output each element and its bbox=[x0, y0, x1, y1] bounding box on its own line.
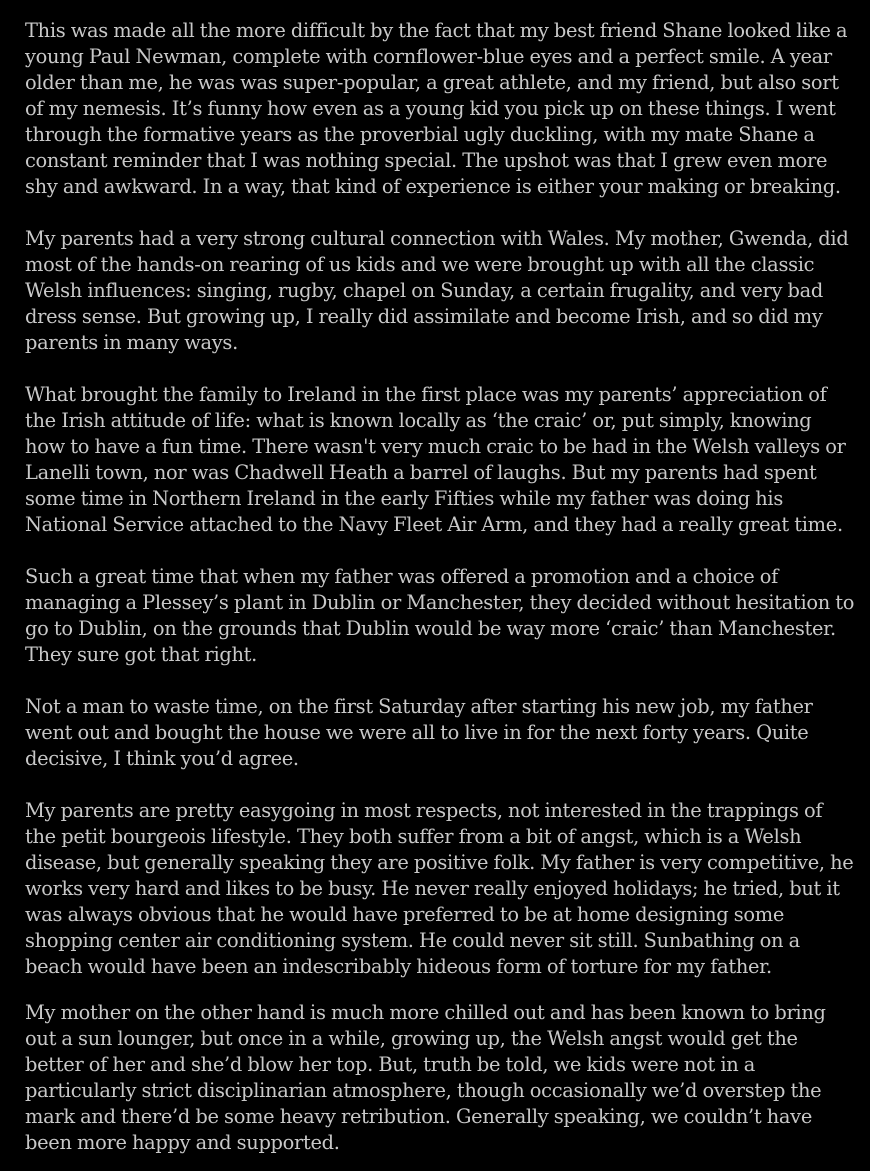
paragraph: Not a man to waste time, on the first Saturday after starting his new job, my father went out and bought the house we were all to live in for the next forty years. Quite decisive, I think you’d agree. bbox=[25, 695, 813, 770]
paragraph: What brought the family to Ireland in the first place was my parents’ appreciation of the Irish attitude of life: what is known locally as ‘the craic’ or, put simply, knowing how to have a fun time. There wasn't very much craic to be had in the Welsh valleys or Lanelli town, nor was Chadwell Heath a barrel of laughs. But my parents had spent some time in Northern Ireland in the early Fifties while my father was doing his National Service attached to the Navy Fleet Air Arm, and they had a really great time. bbox=[25, 383, 846, 536]
paragraph: My parents had a very strong cultural connection with Wales. My mother, Gwenda, did most of the hands-on rearing of us kids and we were brought up with all the classic Welsh influences: singing, rugby, chapel on Sunday, a certain frugality, and very bad dress sense. But growing up, I really did assimilate and become Irish, and so did my parents in many ways. bbox=[25, 227, 849, 354]
paragraph: My mother on the other hand is much more chilled out and has been known to bring out a sun lounger, but once in a while, growing up, the Welsh angst would get the better of her and she’d blow her top. But, truth be told, we kids were not in a particularly strict disciplinarian atmosphere, though occasionally we’d overstep the mark and there’d be some heavy retribution. Generally speaking, we couldn’t have been more happy and supported. bbox=[25, 1001, 826, 1154]
paragraph: Such a great time that when my father was offered a promotion and a choice of managing a Plessey’s plant in Dublin or Manchester, they decided without hesitation to go to Dublin, on the grounds that Dublin would be way more ‘craic’ than Manchester. They sure got that right. bbox=[25, 565, 855, 666]
document-body bbox=[25, 18, 855, 1156]
paragraph: My parents are pretty easygoing in most respects, not interested in the trappings of the petit bourgeois lifestyle. They both suffer from a bit of angst, which is a Welsh disease, but generally speaking they are positive folk. My father is very competitive, he works very hard and likes to be busy. He never really enjoyed holidays; he tried, but it was always obvious that he would have preferred to be at home designing some shopping center air conditioning system. He could never sit still. Sunbathing on a beach would have been an indescribably hideous form of torture for my father. bbox=[25, 799, 854, 978]
paragraph: This was made all the more difficult by the fact that my best friend Shane looked like a young Paul Newman, complete with cornflower-blue eyes and a perfect smile. A year older than me, he was was super-popular, a great athlete, and my friend, but also sort of my nemesis. It’s funny how even as a young kid you pick up on these things. I went through the formative years as the proverbial ugly duckling, with my mate Shane a constant reminder that I was nothing special. The upshot was that I grew even more shy and awkward. In a way, that kind of experience is either your making or breaking. bbox=[25, 19, 848, 198]
